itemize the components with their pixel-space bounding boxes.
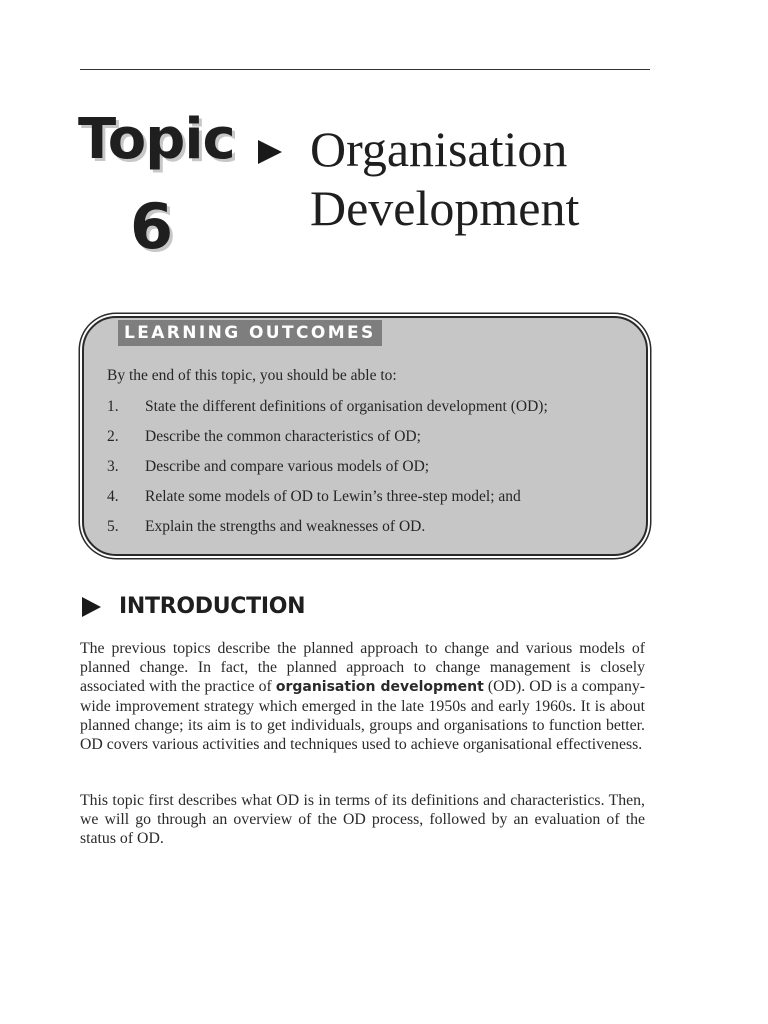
list-item bbox=[107, 518, 627, 548]
title-line-2: Development bbox=[310, 180, 580, 236]
title-arrow-icon bbox=[258, 140, 282, 164]
item-number: 1. bbox=[107, 398, 119, 415]
item-number: 5. bbox=[107, 518, 119, 535]
intro-paragraph-2: This topic first describes what OD is in terms of its definitions and characteristics. Then, we will go through an overview of the OD process, followed by an evaluation of the status of OD. bbox=[80, 792, 645, 847]
item-number: 4. bbox=[107, 488, 119, 505]
header-rule bbox=[80, 69, 650, 70]
item-text: Describe the common characteristics of OD; bbox=[145, 428, 421, 445]
paragraph-text: The previous topics describe the planned approach to change and various models of planned change. In fact, the planned approach to change management is closely associated with the practice of bbox=[80, 640, 645, 695]
learning-outcomes-list bbox=[107, 398, 627, 548]
item-number: 2. bbox=[107, 428, 119, 445]
item-text: State the different definitions of organisation development (OD); bbox=[145, 398, 548, 415]
page-title bbox=[310, 120, 579, 238]
section-heading: INTRODUCTION bbox=[119, 594, 306, 619]
section-arrow-icon bbox=[82, 597, 101, 617]
list-item bbox=[107, 428, 627, 458]
item-text: Relate some models of OD to Lewin’s three-step model; and bbox=[145, 488, 521, 505]
key-term: organisation development bbox=[275, 679, 484, 695]
list-item bbox=[107, 398, 627, 428]
learning-outcomes-tag: LEARNING OUTCOMES bbox=[118, 320, 382, 346]
item-number: 3. bbox=[107, 458, 119, 475]
item-text: Explain the strengths and weaknesses of OD. bbox=[145, 518, 426, 535]
topic-label: Topic bbox=[78, 107, 235, 172]
list-item bbox=[107, 488, 627, 518]
title-line-1: Organisation bbox=[310, 121, 568, 177]
intro-paragraph-1 bbox=[80, 639, 645, 754]
list-item bbox=[107, 458, 627, 488]
paragraph-text: (OD). OD is a company-wide improvement strategy which emerged in the late 1950s and early 1960s. It is about planned change; its aim is to get individuals, groups and organisations to function better. OD covers various activities and techniques used to achieve organisational effectiveness. bbox=[80, 678, 645, 753]
learning-outcomes-intro: By the end of this topic, you should be able to: bbox=[107, 367, 397, 384]
topic-number: 6 bbox=[130, 190, 174, 263]
item-text: Describe and compare various models of OD; bbox=[145, 458, 430, 475]
